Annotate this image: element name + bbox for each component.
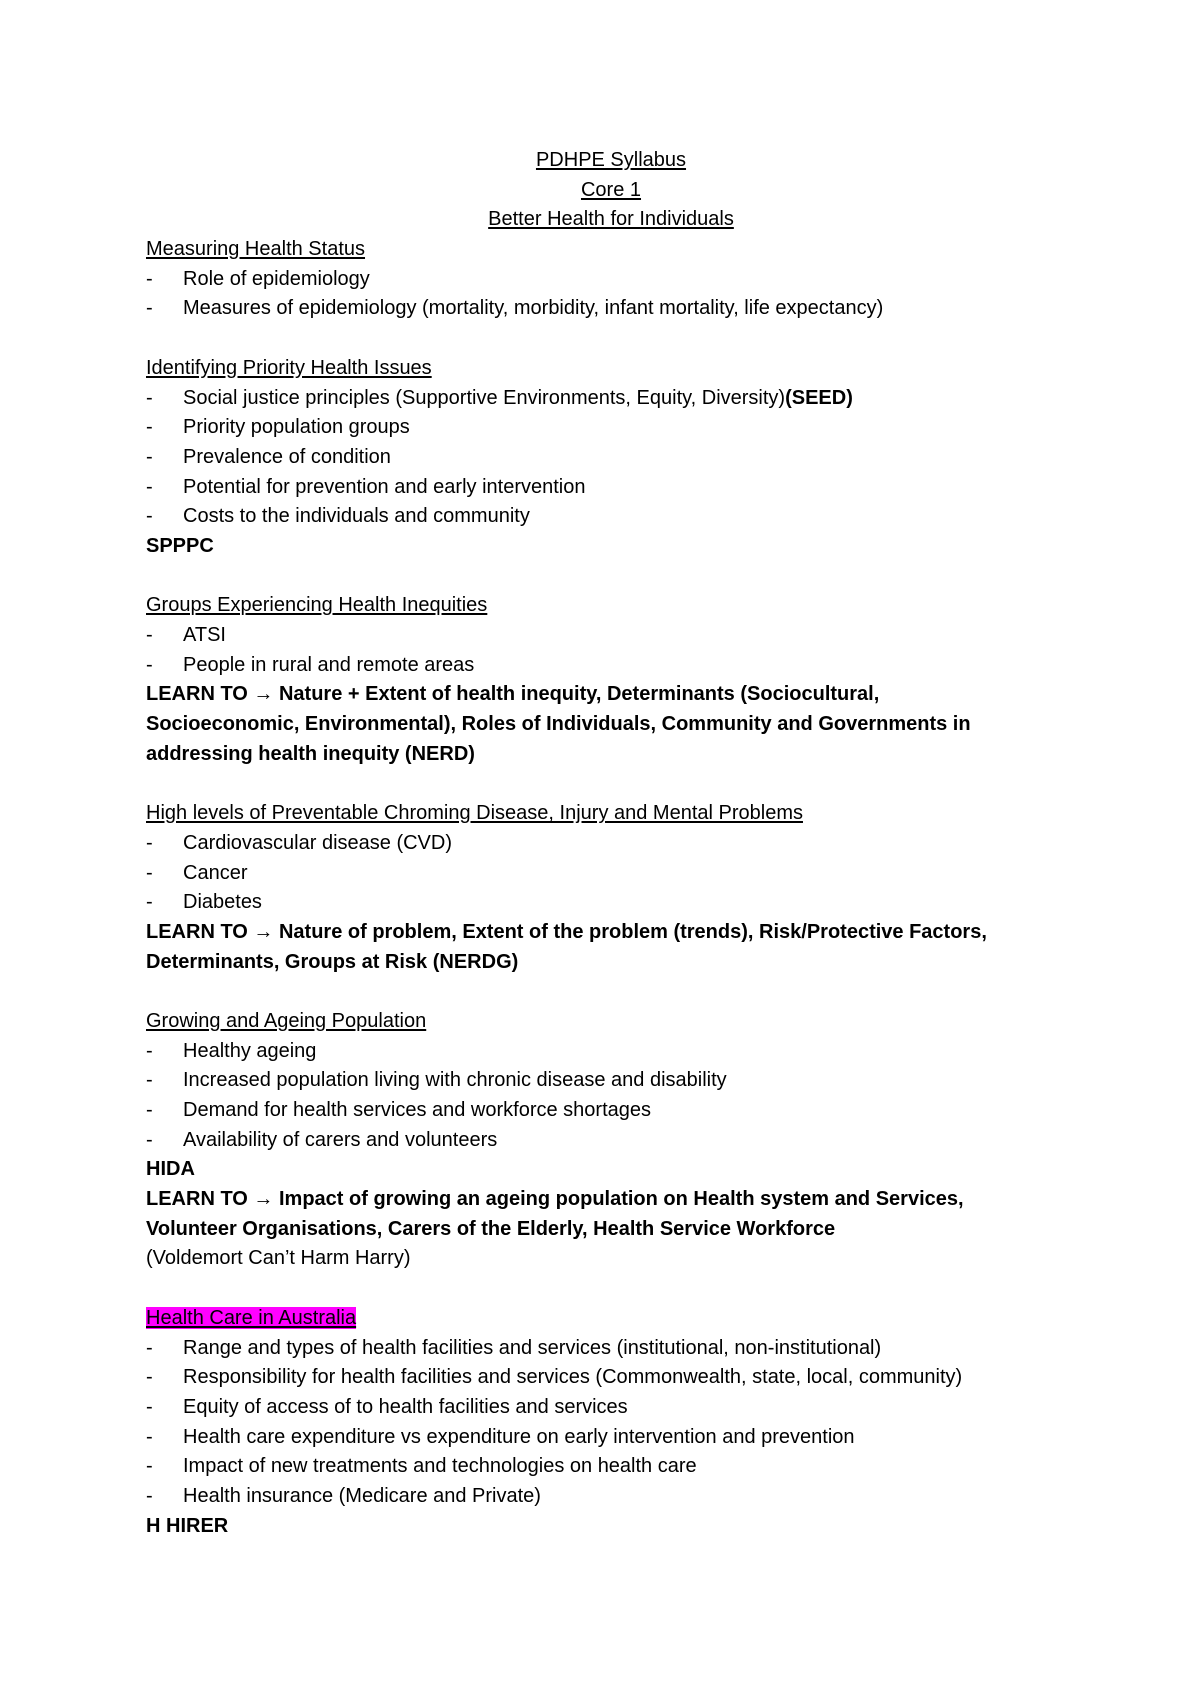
mnemonic-spppc: SPPPC [146,534,214,557]
section-heading-priority-health-issues: Identifying Priority Health Issues [146,356,432,379]
list-item: - Role of epidemiology [146,265,1076,295]
list-item: - Potential for prevention and early intervention [146,473,1076,503]
bullet-dash: - [146,891,153,914]
list-item: - People in rural and remote areas [146,651,1076,681]
list-item: - Healthy ageing [146,1037,1076,1067]
arrow-right-icon: → [253,1188,274,1211]
bullet-dash: - [146,1128,153,1151]
list-item: - Health care expenditure vs expenditure on early intervention and prevention [146,1423,1076,1453]
learn-to-line: addressing health inequity (NERD) [146,742,475,765]
bullet-dash: - [146,624,153,646]
list-item: - Cancer [146,859,1076,889]
bullet-dash: - [146,1455,153,1478]
document-subtitle: Better Health for Individuals [488,208,734,231]
section-heading-health-care-australia: Health Care in Australia [146,1306,357,1329]
core-label: Core 1 [580,178,642,201]
bullet-dash: - [146,297,153,320]
mnemonic-hida: HIDA [146,1158,195,1181]
section-heading-health-care-wrapper [146,1304,1076,1334]
section-heading-preventable-disease: High levels of Preventable Chroming Disease, Injury and Mental Problems [146,802,803,825]
document-title: PDHPE Syllabus [535,149,687,171]
bullet-dash: - [146,445,153,468]
bullet-dash: - [146,1366,153,1389]
mnemonic-note: (Voldemort Can’t Harm Harry) [146,1247,411,1270]
learn-to-line: LEARN TO → Nature + Extent of health inequity, Determinants (Sociocultural, [146,683,880,706]
bullet-dash: - [146,1069,153,1092]
bullet-dash: - [146,1039,153,1062]
section-heading-health-inequities: Groups Experiencing Health Inequities [146,594,488,617]
list-item: - Responsibility for health facilities and services (Commonwealth, state, local, community) [146,1363,1076,1393]
list-item: - Availability of carers and volunteers [146,1126,1076,1156]
document-page [146,146,1076,1541]
list-item: - Priority population groups [146,413,1076,443]
bullet-dash: - [146,1395,153,1418]
list-item: - Health insurance (Medicare and Private) [146,1482,1076,1512]
mnemonic-h-hirer: H HIRER [146,1514,229,1537]
bullet-dash: - [146,1099,153,1121]
bullet-dash: - [146,1336,153,1359]
arrow-right-icon: → [253,920,274,943]
seed-mnemonic: (SEED) [785,386,853,409]
bullet-dash: - [146,653,153,676]
learn-to-line: LEARN TO → Nature of problem, Extent of the problem (trends), Risk/Protective Factors, [146,920,987,943]
learn-to-line: LEARN TO → Impact of growing an ageing population on Health system and Services, [146,1188,964,1211]
list-item: - Diabetes [146,888,1076,918]
bullet-dash: - [146,505,153,528]
bullet-dash: - [146,475,153,498]
list-item: - Impact of new treatments and technologies on health care [146,1452,1076,1482]
bullet-dash: - [146,1425,153,1448]
list-item: - Prevalence of condition [146,443,1076,473]
bullet-dash: - [146,267,153,290]
list-item: - Range and types of health facilities and services (institutional, non-institutional) [146,1334,1076,1364]
list-item: - Demand for health services and workforce shortages [146,1096,1076,1126]
section-heading-ageing-population: Growing and Ageing Population [146,1009,427,1032]
bullet-dash: - [146,1484,153,1507]
list-item: - Cardiovascular disease (CVD) [146,829,1076,859]
list-item: - ATSI [146,621,1076,651]
list-item: - Increased population living with chronic disease and disability [146,1066,1076,1096]
list-item: - Measures of epidemiology (mortality, morbidity, infant mortality, life expectancy) [146,294,1076,324]
bullet-dash: - [146,416,153,439]
section-heading-measuring-health-status: Measuring Health Status [146,238,366,261]
bullet-dash: - [146,386,153,409]
learn-to-line: Volunteer Organisations, Carers of the Elderly, Health Service Workforce [146,1217,836,1240]
list-item: - Costs to the individuals and community [146,502,1076,532]
bullet-dash: - [146,861,153,884]
bullet-dash: - [146,831,153,854]
learn-to-line: Socioeconomic, Environmental), Roles of Individuals, Community and Governments in [146,713,971,736]
arrow-right-icon: → [253,683,274,706]
learn-to-line: Determinants, Groups at Risk (NERDG) [146,950,519,973]
list-item: - Social justice principles (Supportive Environments, Equity, Diversity)(SEED) [146,384,1076,414]
list-item: - Equity of access of to health facilities and services [146,1393,1076,1423]
